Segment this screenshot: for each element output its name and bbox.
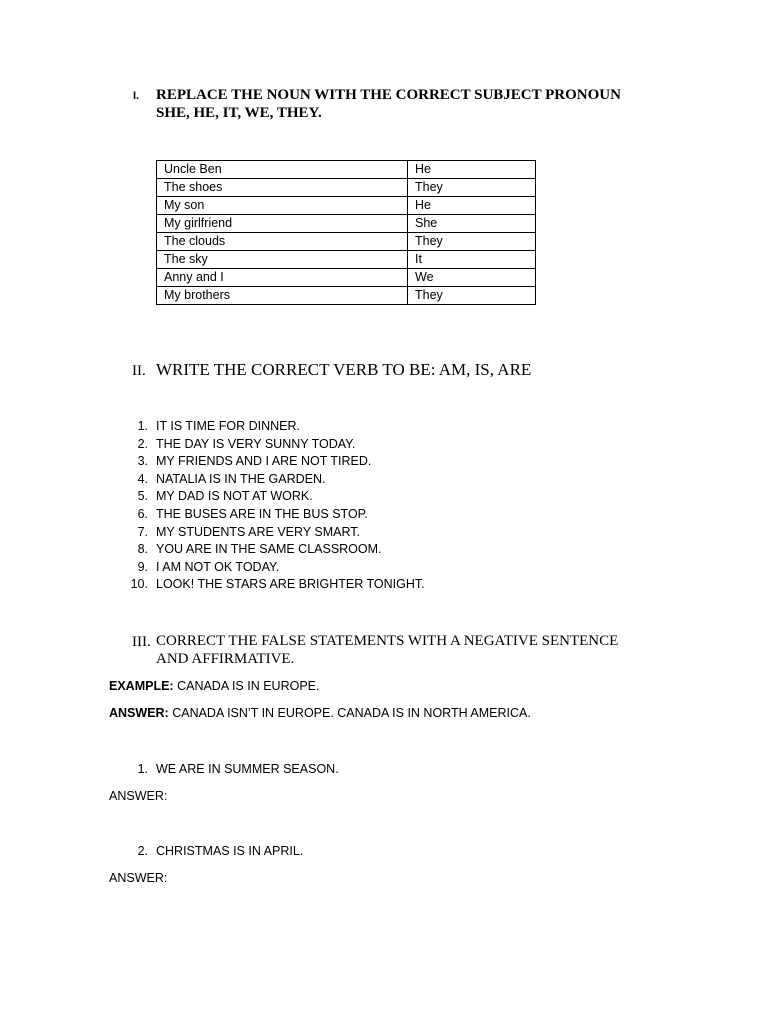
noun-cell: Uncle Ben (157, 161, 408, 179)
noun-cell: Anny and I (157, 269, 408, 287)
item-text: I AM NOT OK TODAY. (156, 559, 280, 574)
item-number: 2. (137, 436, 148, 451)
item-number: 1. (137, 419, 148, 433)
list-item (120, 541, 425, 559)
pronoun-cell: He (408, 197, 536, 215)
example-answer-text: CANADA ISN’T IN EUROPE. CANADA IS IN NORTH AMERICA. (172, 706, 531, 720)
item-number: 4. (137, 471, 148, 486)
section-3-heading (156, 632, 676, 668)
pronoun-table (156, 160, 536, 305)
item-number: 10. (130, 577, 148, 592)
noun-cell: The shoes (157, 179, 408, 197)
table-row (157, 233, 536, 251)
table-row (157, 251, 536, 269)
section-1-heading (156, 86, 656, 122)
section-3-number: III. (132, 634, 151, 650)
example-text: CANADA IS IN EUROPE. (177, 679, 320, 693)
noun-cell: The clouds (157, 233, 408, 251)
pronoun-cell: It (408, 251, 536, 269)
list-item (120, 559, 425, 577)
section-1-heading-line-2: SHE, HE, IT, WE, THEY. (156, 105, 322, 121)
question-2-answer-label: ANSWER: (109, 871, 168, 885)
noun-cell: My brothers (157, 287, 408, 305)
item-text: IT IS TIME FOR DINNER. (156, 419, 300, 433)
question-number: 1. (137, 762, 148, 776)
item-number: 8. (137, 542, 148, 557)
example-answer-label: ANSWER: (109, 706, 169, 720)
example-line (109, 679, 319, 693)
section-2-number: II. (132, 363, 146, 379)
list-item (120, 453, 425, 471)
pronoun-cell: They (408, 179, 536, 197)
question-number: 2. (137, 844, 148, 858)
pronoun-cell: She (408, 215, 536, 233)
noun-cell: My girlfriend (157, 215, 408, 233)
list-item (120, 576, 425, 594)
noun-cell: My son (157, 197, 408, 215)
item-text: YOU ARE IN THE SAME CLASSROOM. (156, 542, 382, 557)
section-3-heading-line-2: AND AFFIRMATIVE. (156, 651, 295, 667)
question-1 (120, 762, 339, 776)
question-1-answer-label: ANSWER: (109, 789, 168, 803)
section-3-heading-line-1: CORRECT THE FALSE STATEMENTS WITH A NEGATIVE SENTENCE (156, 633, 619, 649)
list-item (120, 471, 425, 489)
item-text: LOOK! THE STARS ARE BRIGHTER TONIGHT. (156, 577, 425, 592)
list-item (120, 524, 425, 542)
item-number: 9. (137, 559, 148, 574)
item-text: MY FRIENDS AND I ARE NOT TIRED. (156, 454, 372, 469)
question-text: WE ARE IN SUMMER SEASON. (156, 762, 339, 776)
example-label: EXAMPLE: (109, 679, 174, 693)
item-number: 7. (137, 524, 148, 539)
pronoun-cell: We (408, 269, 536, 287)
item-number: 5. (137, 489, 148, 504)
section-1-number: I. (133, 90, 140, 102)
item-text: MY DAD IS NOT AT WORK. (156, 489, 313, 504)
list-item (120, 418, 425, 436)
item-text: THE BUSES ARE IN THE BUS STOP. (156, 506, 368, 521)
item-number: 6. (137, 506, 148, 521)
table-row (157, 287, 536, 305)
table-row (157, 269, 536, 287)
noun-cell: The sky (157, 251, 408, 269)
question-text: CHRISTMAS IS IN APRIL. (156, 844, 304, 858)
item-text: NATALIA IS IN THE GARDEN. (156, 471, 326, 486)
table-row (157, 215, 536, 233)
item-text: THE DAY IS VERY SUNNY TODAY. (156, 436, 356, 451)
table-row (157, 179, 536, 197)
example-answer-line (109, 706, 531, 720)
pronoun-cell: They (408, 233, 536, 251)
verb-to-be-list (120, 418, 425, 594)
list-item (120, 506, 425, 524)
list-item (120, 436, 425, 454)
pronoun-cell: He (408, 161, 536, 179)
table-row (157, 161, 536, 179)
item-text: MY STUDENTS ARE VERY SMART. (156, 524, 360, 539)
pronoun-cell: They (408, 287, 536, 305)
list-item (120, 488, 425, 506)
section-1-heading-line-1: REPLACE THE NOUN WITH THE CORRECT SUBJECT PRONOUN (156, 87, 621, 103)
table-row (157, 197, 536, 215)
question-2 (120, 844, 303, 858)
item-number: 3. (137, 454, 148, 469)
section-2-heading: WRITE THE CORRECT VERB TO BE: AM, IS, ARE (156, 360, 532, 379)
